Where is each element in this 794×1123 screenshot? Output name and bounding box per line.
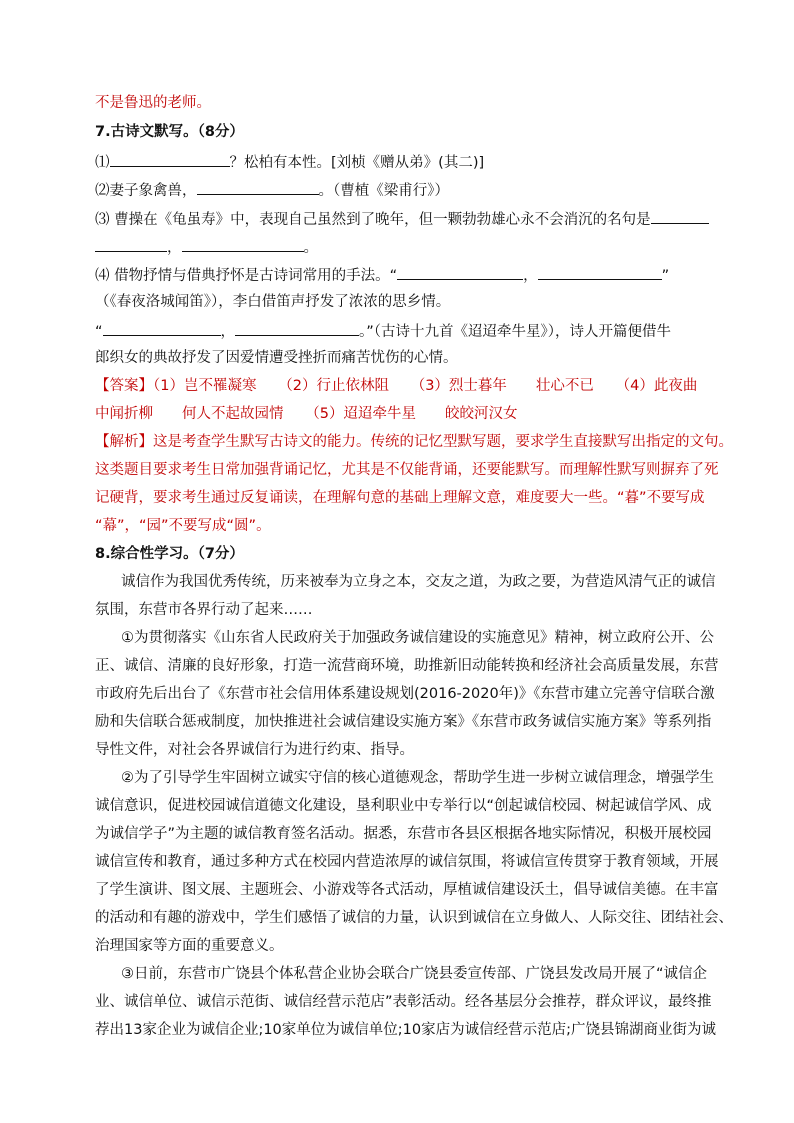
- item-text: ⑵妻子象禽兽，: [95, 183, 197, 199]
- analysis-line: 【解析】这是考查学生默写古诗文的能力。传统的记忆型默写题，要求学生直接默写出指定的文句。: [95, 434, 733, 450]
- question-7-item-2: [95, 179, 449, 201]
- item-text: “: [95, 324, 103, 340]
- text-line: 为诚信学子”为主题的诚信教育签名活动。据悉，东营市各县区根据各地实际情况，积极开展校园: [95, 826, 712, 842]
- answer-line: 中闻折柳 何人不起故园情 （5）迢迢牵牛星 皎皎河汉女: [95, 406, 518, 422]
- answer-blank: [397, 264, 523, 280]
- text-line: 不是鲁迅的老师。: [95, 95, 211, 111]
- question-7-item-4: [95, 264, 669, 286]
- question-7-item-3-cont: [95, 236, 318, 258]
- question-7-item-5: [95, 320, 671, 342]
- answer-blank: [95, 236, 167, 252]
- item-text: 。（曹植《梁甫行》）: [318, 183, 449, 199]
- text-line: 市政府先后出台了《东营市社会信用体系建设规划(2016-2020年)》《东营市建立完善守信联合激: [95, 686, 715, 702]
- text-line: 业、诚信单位、诚信示范街、诚信经营示范店”表彰活动。经各基层分会推荐，群众评议，最终推: [95, 994, 712, 1010]
- answer-blank: [197, 179, 319, 195]
- question-8-heading: 8.综合性学习。（7分）: [95, 546, 244, 562]
- answer-line: 【答案】（1）岂不罹凝寒 （2）行止依林阻 （3）烈士暮年 壮心不已 （4）此夜曲: [95, 378, 698, 394]
- text-line: 郎织女的典故抒发了因爱情遭受挫折而痛苦忧伤的心情。: [95, 350, 458, 366]
- item-text: ”: [661, 268, 670, 284]
- item-text: 。: [303, 240, 318, 256]
- item-text: ⑶ 曹操在《龟虽寿》中，表现自己虽然到了晚年，但一颗勃勃雄心永不会消沉的名句是: [95, 212, 651, 228]
- answer-blank: [103, 320, 221, 336]
- item-text: ？松柏有本性。[刘桢《赠从弟》(其二)]: [229, 155, 485, 171]
- text-line: 氛围，东营市各界行动了起来……: [95, 602, 313, 618]
- analysis-line: 记硬背，要求考生通过反复诵读，在理解句意的基础上理解文意，难度要大一些。“暮”不要写成: [95, 490, 705, 506]
- answer-blank: [651, 208, 709, 224]
- item-text: ⑷ 借物抒情与借典抒怀是古诗词常用的手法。“: [95, 268, 398, 284]
- text-line: 导性文件，对社会各界诚信行为进行约束、指导。: [95, 742, 414, 758]
- text-line: ①为贯彻落实《山东省人民政府关于加强政务诚信建设的实施意见》精神，树立政府公开、公: [121, 630, 714, 646]
- answer-blank: [182, 236, 304, 252]
- text-line: 正、诚信、清廉的良好形象，打造一流营商环境，助推新旧动能转换和经济社会高质量发展，东营: [95, 658, 719, 674]
- analysis-line: 这类题目要求考生日常加强背诵记忆，尤其是不仅能背诵，还要能默写。而理解性默写则摒弃了死: [95, 462, 719, 478]
- text-line: ③日前，东营市广饶县个体私营企业协会联合广饶县委宣传部、广饶县发改局开展了“诚信企: [121, 966, 708, 982]
- item-text: ，: [523, 268, 538, 284]
- text-line: 诚信意识，促进校园诚信道德文化建设，垦利职业中专举行以“创起诚信校园、树起诚信学风、成: [95, 798, 712, 814]
- text-line: 的活动和有趣的游戏中，学生们感悟了诚信的力量，认识到诚信在立身做人、人际交往、团结社会、: [95, 910, 733, 926]
- analysis-line: “幕”，“园”不要写成“圆”。: [95, 518, 271, 534]
- text-line: 荐出13家企业为诚信企业;10家单位为诚信单位;10家店为诚信经营示范店;广饶县锦湖商业街为诚: [95, 1022, 717, 1038]
- answer-blank: [235, 320, 359, 336]
- item-text: ，: [167, 240, 182, 256]
- item-text: 。”（古诗十九首《迢迢牵牛星》），诗人开篇便借牛: [359, 324, 672, 340]
- text-line: 励和失信联合惩戒制度，加快推进社会诚信建设实施方案》《东营市政务诚信实施方案》等系列指: [95, 714, 712, 730]
- text-line: （《春夜洛城闻笛》），李白借笛声抒发了浓浓的思乡情。: [95, 294, 451, 310]
- text-line: 诚信宣传和教育，通过多种方式在校园内营造浓厚的诚信氛围，将诚信宣传贯穿于教育领域，开展: [95, 854, 719, 870]
- item-number: ⑴: [95, 155, 110, 171]
- item-text: ，: [220, 324, 236, 340]
- text-line: 治理国家等方面的重要意义。: [95, 938, 284, 954]
- question-7-item-1: [95, 151, 484, 173]
- question-7-heading: 7.古诗文默写。（8分）: [95, 124, 244, 140]
- question-7-item-3: [95, 208, 709, 230]
- text-line: ②为了引导学生牢固树立诚实守信的核心道德观念，帮助学生进一步树立诚信理念，增强学生: [121, 770, 714, 786]
- answer-blank: [538, 264, 662, 280]
- text-line: 诚信作为我国优秀传统，历来被奉为立身之本，交友之道，为政之要，为营造风清气正的诚信: [121, 574, 716, 590]
- answer-blank: [110, 151, 230, 167]
- text-line: 了学生演讲、图文展、主题班会、小游戏等各式活动，厚植诚信建设沃土，倡导诚信美德。在丰富: [95, 882, 719, 898]
